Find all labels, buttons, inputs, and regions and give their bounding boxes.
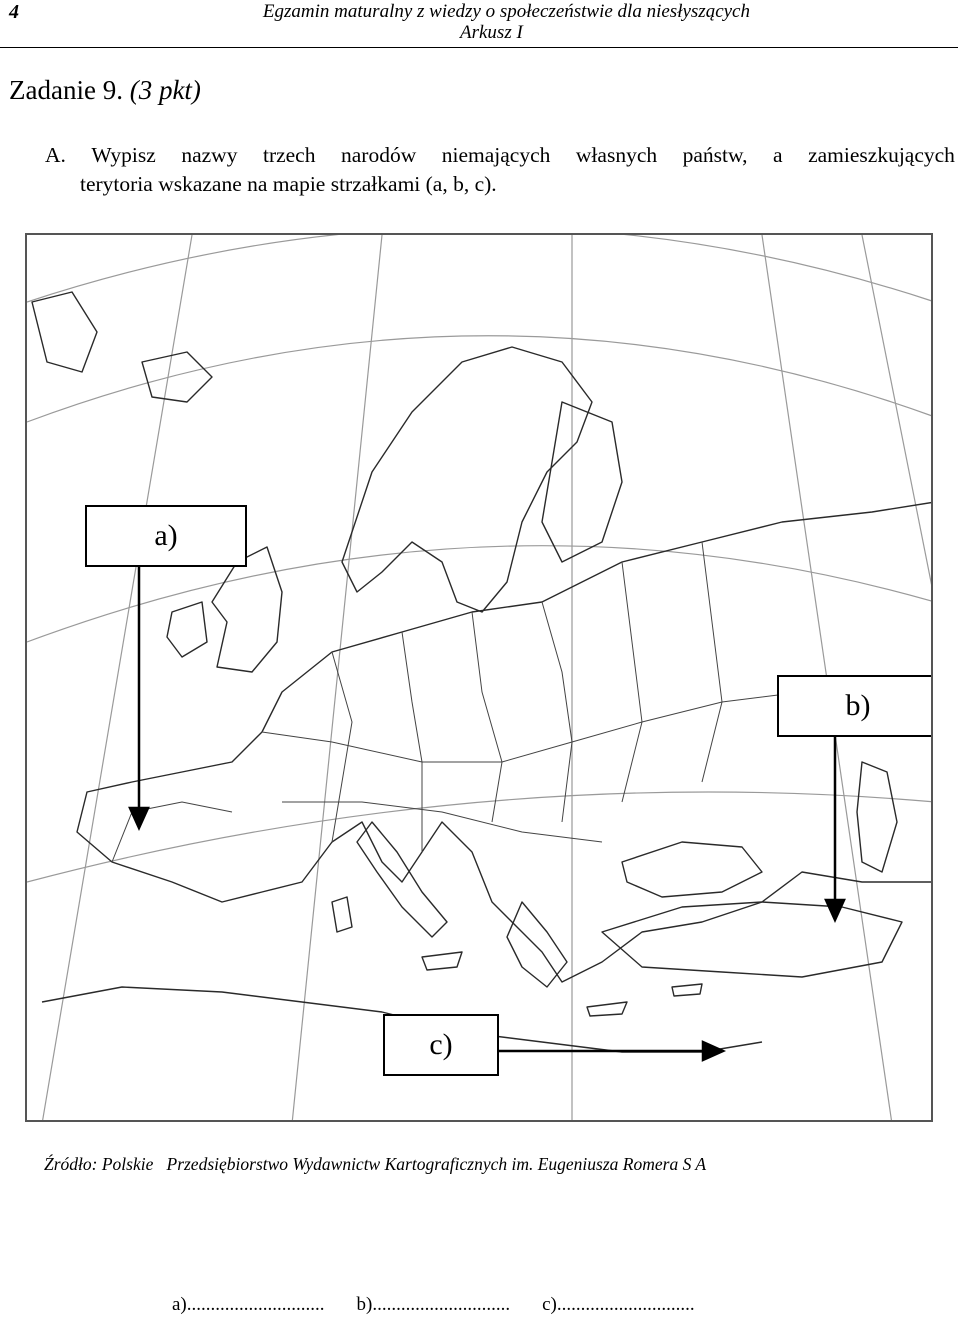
- instruction-line-1: [45, 141, 955, 170]
- arrow-b-head: [826, 900, 844, 920]
- task-instruction: [45, 141, 955, 199]
- answer-a-field[interactable]: a).............................: [172, 1294, 325, 1315]
- instruction-word: Wypisz: [91, 143, 156, 167]
- arrow-c-head: [703, 1042, 723, 1060]
- source-label: Źródło: Polskie: [44, 1154, 154, 1174]
- task-heading: [9, 75, 201, 106]
- map-label-a: a): [85, 505, 247, 567]
- instruction-word: zamieszkujących: [808, 143, 955, 167]
- answer-c-field[interactable]: c).............................: [542, 1294, 695, 1315]
- exam-sheet-label: Arkusz I: [460, 22, 523, 43]
- task-number: Zadanie 9.: [9, 75, 123, 105]
- instruction-line-2: terytoria wskazane na mapie strzałkami (a, b, c).: [80, 172, 497, 196]
- instruction-word: nazwy: [181, 143, 238, 167]
- exam-title: Egzamin maturalny z wiedzy o społeczeństwie dla niesłyszących: [262, 1, 750, 22]
- header-divider: [0, 47, 958, 48]
- map-borders: [112, 542, 882, 862]
- instruction-word: państw,: [682, 143, 748, 167]
- source-text: Przedsiębiorstwo Wydawnictw Kartograficznych im. Eugeniusza Romera S A: [166, 1154, 707, 1174]
- europe-map: [25, 233, 933, 1122]
- instruction-word: narodów: [341, 143, 417, 167]
- page-number: 4: [9, 1, 19, 23]
- map-arrows: [130, 567, 844, 1060]
- instruction-word: trzech: [262, 143, 316, 167]
- map-coastlines: [32, 292, 933, 1052]
- answer-b-field[interactable]: b).............................: [356, 1294, 511, 1315]
- arrow-a-head: [130, 808, 148, 828]
- instruction-word: a: [773, 143, 783, 167]
- answer-lines: [172, 1294, 695, 1316]
- map-source: [44, 1154, 706, 1175]
- instruction-word: niemających: [441, 143, 551, 167]
- task-points: (3 pkt): [129, 75, 201, 105]
- instruction-letter: A.: [45, 143, 66, 167]
- instruction-word: własnych: [575, 143, 658, 167]
- map-label-c: c): [383, 1014, 499, 1076]
- map-label-b: b): [777, 675, 933, 737]
